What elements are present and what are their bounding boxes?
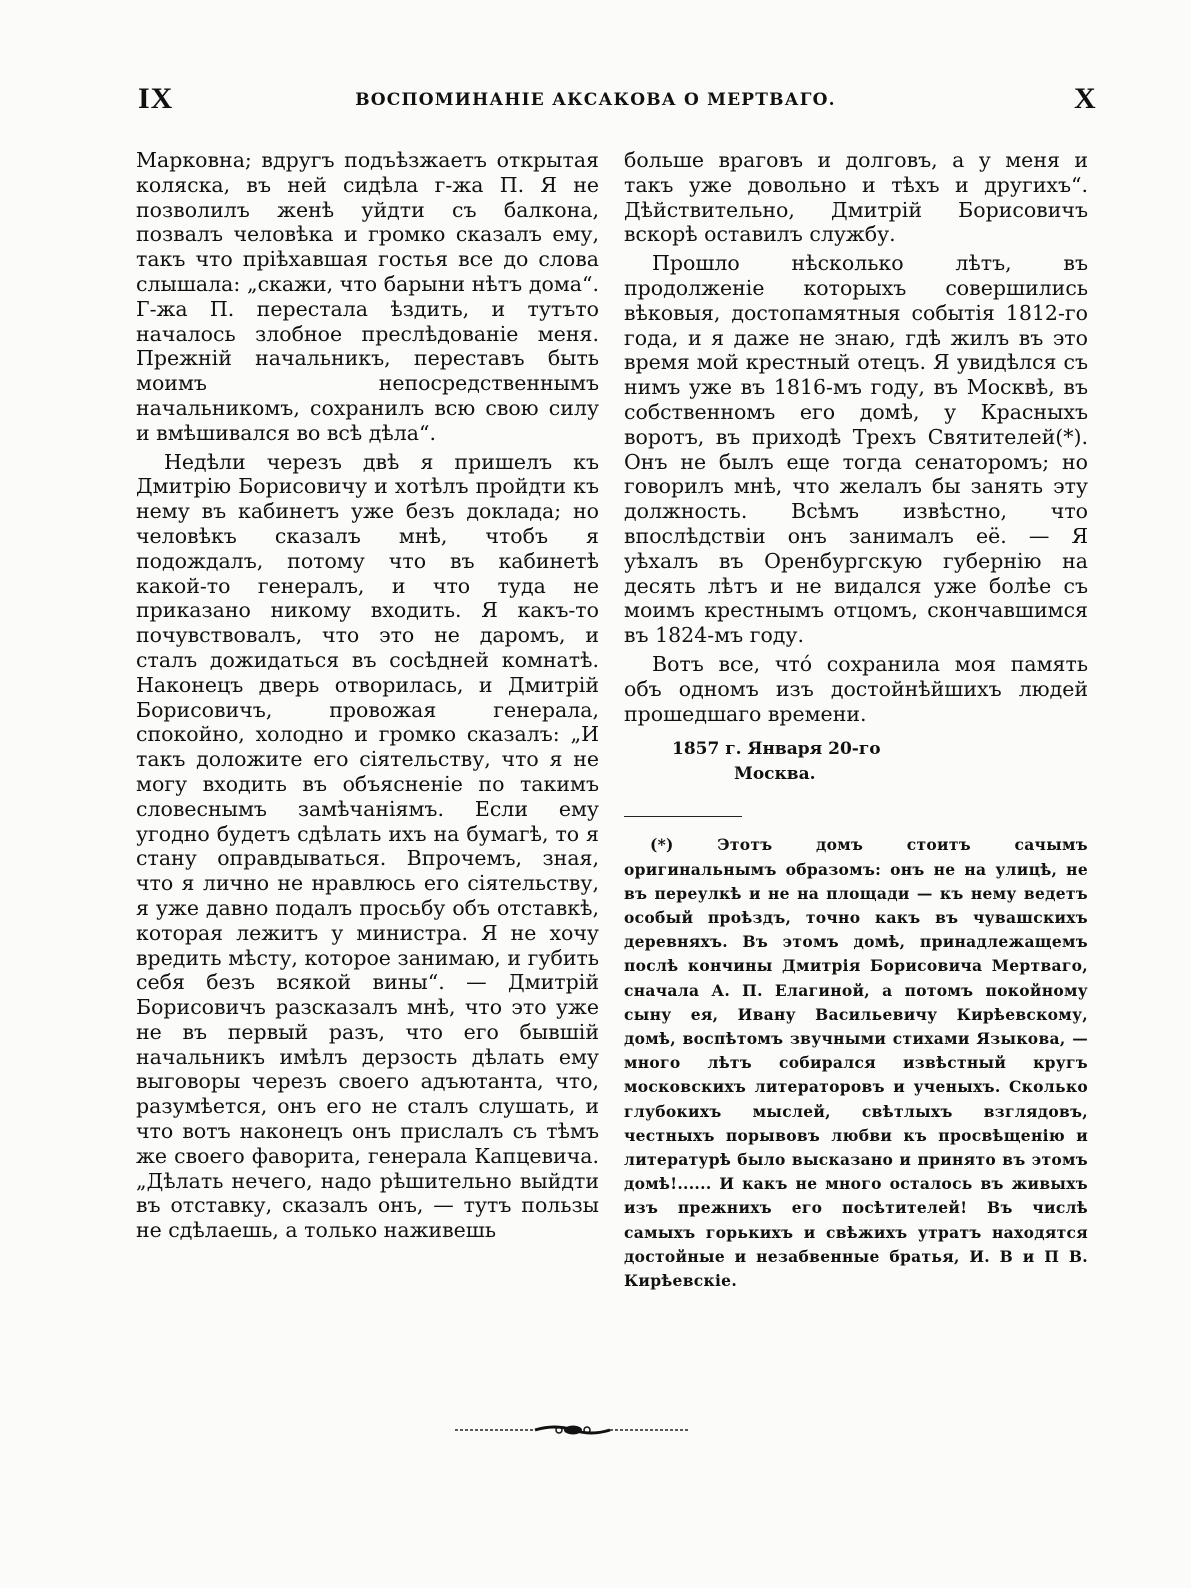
running-head: ВОСПОМИНАНІЕ АКСАКОВА О МЕРТВАГО.	[355, 90, 836, 110]
left-column	[136, 148, 599, 1247]
left-paragraph-1: Марковна; вдругъ подъѣзжаетъ открытая коляска, въ ней сидѣла г-жа П. Я не позволилъ женѣ уйдти съ балкона, позвалъ человѣка и громко сказалъ ему, такъ что пріѣхавшая гостья все до слова слышала: „скажи, что барыни нѣтъ дома“. Г-жа П. перестала ѣздить, и тутъто началось злобное преслѣдованіе меня. Прежній начальникъ, переставъ быть моимъ непосредственнымъ начальникомъ, сохранилъ всю свою силу и вмѣшивался во всѣ дѣла“.	[136, 148, 599, 445]
page-header	[0, 82, 1191, 122]
tailpiece-ornament-icon	[455, 1420, 690, 1440]
footnote: (*) Этотъ домъ стоитъ сачымъ оригинальнымъ образомъ: онъ не на улицѣ, не въ переулкѣ и не на площади — къ нему ведетъ особый проѣздъ, точно какъ въ чувашскихъ деревняхъ. Въ этомъ домѣ, принадлежащемъ послѣ кончины Дмитрія Борисовича Мертваго, сначала А. П. Елагиной, а потомъ покойному сыну ея, Ивану Васильевичу Кирѣевскому, домѣ, воспѣтомъ звучными стихами Языкова, — много лѣтъ собирался извѣстный кругъ московскихъ литераторовъ и ученыхъ. Сколько глубокихъ мыслей, свѣтлыхъ взглядовъ, честныхъ порывовъ любви къ просвѣщенію и литературѣ было высказано и принято въ этомъ домѣ!...... И какъ не много осталось въ живыхъ изъ прежнихъ его посѣтителей! Въ числѣ самыхъ горькихъ и свѣжихъ утратъ находятся достойные и незабвенные братья, И. В и П В. Кирѣевскіе.	[624, 835, 1088, 1290]
footnote-rule	[624, 816, 742, 817]
dateline: 1857 г. Января 20-го	[672, 739, 881, 760]
place-name: Москва.	[734, 764, 816, 785]
page-number-left: IX	[138, 82, 174, 115]
right-column	[624, 148, 1088, 1293]
left-paragraph-2: Недѣли черезъ двѣ я пришелъ къ Дмитрію Борисовичу и хотѣлъ пройдти къ нему въ кабинетъ уже безъ доклада; но человѣкъ сказалъ мнѣ, чтобъ я подождалъ, потому что въ кабинетѣ какой-то генералъ, и что туда не приказано никому входить. Я какъ-то почувствовалъ, что это не даромъ, и сталъ дожидаться въ сосѣдней комнатѣ. Наконецъ дверь отворилась, и Дмитрій Борисовичъ, провожая генерала, спокойно, холодно и громко сказалъ: „И такъ доложите его сіятельству, что я не могу входить въ объясненіе по такимъ словеснымъ замѣчаніямъ. Если ему угодно будетъ сдѣлать ихъ на бумагѣ, то я стану оправдываться. Впрочемъ, зная, что я лично не нравлюсь его сіятельству, я уже давно подалъ просьбу объ отставкѣ, которая лежитъ у министра. Я не хочу вредить мѣсту, которое занимаю, и губить себя безъ всякой вины“. — Дмитрій Борисовичъ разсказалъ мнѣ, что это уже не въ первый разъ, что его бывшій начальникъ имѣлъ дерзость дѣлать ему выговоры черезъ своего адъютанта, что, разумѣется, онъ его не сталъ слушать, и что вотъ наконецъ онъ прислалъ съ тѣмъ же своего фаворита, генерала Капцевича. „Дѣлать нечего, надо рѣшительно выйдти въ отставку, сказалъ онъ, — тутъ пользы не сдѣлаешь, а только наживешь	[136, 449, 599, 1243]
right-paragraph-2: Прошло нѣсколько лѣтъ, въ продолженіе которыхъ совершились вѣковыя, достопамятныя событія 1812-го года, и я даже не знаю, гдѣ жилъ въ это время мой крестный отецъ. Я увидѣлся съ нимъ уже въ 1816-мъ году, въ Москвѣ, въ собственномъ его домѣ, у Красныхъ воротъ, въ приходѣ Трехъ Святителей(*). Онъ не былъ еще тогда сенаторомъ; но говорилъ мнѣ, что желалъ бы занять эту должность. Всѣмъ извѣстно, что впослѣдствіи онъ занималъ её. — Я уѣхалъ въ Оренбургскую губернію на десять лѣтъ и не видался уже болѣе съ моимъ крестнымъ отцомъ, скончавшимся въ 1824-мъ году.	[624, 251, 1088, 648]
right-paragraph-3: Вотъ все, что́ сохранила моя память объ одномъ изъ достойнѣйшихъ людей прошедшаго времени.	[624, 651, 1088, 726]
right-paragraph-1: больше враговъ и долговъ, а у меня и такъ уже довольно и тѣхъ и другихъ“. Дѣйствительно, Дмитрій Борисовичъ вскорѣ оставилъ службу.	[624, 148, 1088, 247]
page-number-right: X	[1074, 82, 1096, 115]
